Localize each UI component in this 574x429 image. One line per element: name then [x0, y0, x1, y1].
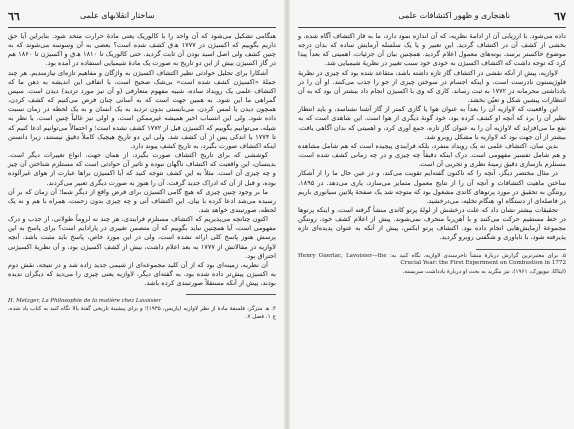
- right-page-body: [298, 32, 566, 243]
- paragraph: کوششی که برای تاریخ اکتشاف صورت بگیرد، از همان جهت، انواع تغییرات دیگر است. بدینسان، این واقعیت که اکتشاف ناگهان نبوده و تاثیر آن حوادثی است که مستلزم شناختن آن چیز و چه چیزی آن است. مثلاً به این کشف نتوجه کنید که آیا اکسیژن براها عبارت از هوای غیرآلوده بوده، و قبل از آن که ادراک جدید گرفت، آن را هنوز به صورت دیگری تعبیر می‌کردند.: [8, 151, 276, 187]
- right-running-title: ناهنجاری و ظهور اکتشافات علمی: [398, 11, 510, 20]
- left-page-body: [8, 32, 276, 288]
- paragraph: تحقیقات بیشتر نشان داد که علت درخشش از لولهٔ پرتو کاتدی منشأ گرفته است، و اینکه پرتوها در خط مستقیم حرکت می‌کنند و با آهن‌ربا منحرف نمی‌شوند. پیش از اعلام کشف خود، رونتگن مجموعهٔ آزمایش‌هایی انجام داده بود. اکتشاف پرتو ایکس، پیش از آنکه به عنوان پدیده‌ای تازه پذیرفته شود، با ناباوری و شگفتی روبرو گردید.: [298, 205, 566, 242]
- footnote: ۵. برای معتبرترین گزارش دربارهٔ منشأ ناخرسندی لاوازیه، نگاه کنید به: Henry Guerlac, Lavoisier—the Crucial Year: the First Experiment on Combustion in 1772: [298, 252, 566, 267]
- footnote: H. Metzger, La Philosophie de la matière chez Lavoisier: [8, 298, 161, 305]
- paragraph: اکنون چنانچه می‌پذیریم که اکتشاف مستلزم فرایندی، هر چند نه لزوماً طولانی، از جذب و درک مفهومی است، آیا همچنین نباید بگوییم که آن متضمن تغییری در پارادایم است؟ برای پاسخ به این پرسش هنوز پاسخ کلی ارائه نشده است، ولی در این مورد خاص، پاسخ باید مثبت باشد. آنچه لاوازیه در مقالاتش از ۱۷۷۷ به بعد اعلام داشت، بیش از کشف اکسیژن بود، و آن نظریهٔ اکسیژنی احتراق بود.: [8, 215, 277, 260]
- right-page: [290, 0, 574, 429]
- right-footnotes: [298, 253, 566, 277]
- footnote-separator: [186, 294, 276, 295]
- left-footnotes: [8, 298, 276, 321]
- footnote-separator: [476, 249, 566, 250]
- footnote: (ایتاکا، نیویورک، ۱۹۶۱). نیز بنگرید به بحث او دربارهٔ یادداشت سربسته.: [402, 268, 566, 275]
- paragraph: هنگامی تشکیل می‌شود که آن واحد را با کالوریک یعنی مادهٔ حرارت متحد شود. بنابراین آیا حق داریم بگوییم که اکسیژن در ۱۷۷۷ ه‍.ق کشف شده است؟ بعضی به آن وسوسه می‌شوند که به چنین کشف ولی اصل اسید بودن آن ثابت گردید. حتی کالوریک تا ۱۸۱۰ ه‍.ق و اکسیژن تا ۱۸۶۰ هم در گاز اکسیژن بیش از این دو تاریخ به صورت یک مادهٔ شیمیایی استفاده در آمده بود.: [8, 32, 276, 68]
- footnote: ۴. ه‍. متزگر، فلسفهٔ مادهٔ از نظر لاوازیه (پاریس، ۱۹۳۵)؛ و برای پیشینهٔ تاریخی گفتهٔ بالا نگاه کنید به کتاب یاد شده، ج ۱، فصل ۷.: [8, 306, 276, 320]
- paragraph: در مثال مختصر دیگر، آنچه را که تاکنون گفته‌ایم تقویت می‌کند، و در عین حال ما را از آشکار ساختن ماهیت اکتشافات و آنچه آن را از نتایج معمول متمایز می‌سازد، یاری می‌دهد. در ۱۸۹۵، رونتگن به تحقیق در مورد پرتوهای کاتدی مشغول بود که متوجه شد یک صفحهٔ پلاتین سیانوری باریم در فاصله‌ای از دستگاه او، هنگام تخلیه، می‌درخشید.: [298, 169, 566, 205]
- left-page: [0, 0, 284, 429]
- paragraph: داده می‌شود. با ارزیابی آن از ادامهٔ نظریه، که آن اندازه نمود دارد، ما به فاز اکتشاف آگاه شده، و بخشی از کشف آن در اکتشاف گردید. این تعبیر و یا یک سلسله آزمایش ساده که بدان درجه موضوع خاکستر برسد، بوته‌های معمول اعلام گردید. همچنین بیان آن جزئیات، اهمیتی که بعداً پیدا کرد که توجه داشت که اکتشاف اکسیژن به خودی خود سبب تغییر در نظریهٔ شیمیایی شد.: [298, 32, 566, 68]
- paragraph: این واقعیت که لاوازیه آن را بعداً به عنوان هوا یا گازی کمتر از گاز آشنا نشناسد، و باید انتظار نظیر آن را برد که آنچه او کشف کرده بود، خود گونهٔ دیگری از هوا است. این شاهدی است که به نفع ما می‌افزاید که لاوازیه آن را به عنوان گاز تازه، جمع آوری کرد، و اهمیتی که بدان آگاهی یافت، بیشتر از آن جهت بود که لاوازیه با مشکل روبرو شد.: [298, 105, 566, 141]
- paragraph: لاوازیه، پیش از آنکه نقشی در اکتشاف گاز تازه داشته باشد، متقاعد شده بود که چیزی در نظریهٔ فلوژیستون نادرست است، و اینکه اجسام در سوختن چیزی از جو را جذب می‌کنند. او آن را در یادداشتی محرمانه در ۱۷۷۲ به ثبت رساند. کاری که وی با اکسیژن انجام داد بیشتر آن بود که به آن انتظارات پیشین شکل و تعیّن بخشد.: [298, 68, 566, 105]
- left-running-title: ساختار انقلابهای علمی: [80, 11, 155, 20]
- right-page-number: ٦٧: [554, 10, 566, 23]
- paragraph: آن نظریه، زمینه‌ای بود که از آن کلید مجموعه‌ای از شیمی جدید زاده شد و در نتیجه، نقش دوم به اکسیژن پیش‌تر داده شده بود. به گفته‌ای دیگر، لاوازیه یعنی چیزی را می‌دید که دیگران ندیده بودند، پیش از آنکه مستقلاً صورتبندی کرده باشد.: [8, 260, 276, 288]
- left-page-number: ٦٦: [8, 10, 20, 23]
- paragraph: آشکارا برای تحلیل حوادثی نظیر اکتشاف اکسیژن به واژگان و مفاهیم تازه‌ای نیازمندیم. هر چند جملهٔ «اکسیژن کشف شده است» بی‌شک صحیح است، با اتفاقی این اندیشه به ذهن ما که اکتشاف علمی یک رویداد ساده، شبیه مفهوم متعارفی (و آن نیز مورد تردید) دیدن است. سپس گمراهی ما این شود. به همین جهت است که به آسانی چنان فرض می‌کنیم که کشف کردن، همچون دیدن یا لمس کردن، می‌بایستی بدون تردید به یک انسان و به یک لحظه در زمان نسبت داده شود. ولی این انتساب اخیر همیشه غیرممکن است، و اولی نیز غالباً چنین است. با نظر به شیله، می‌توانیم بگوییم که اکسیژن قبل از ۱۷۷۲ کشف نشده است؛ و احتمالاً می‌توانیم ادعا کنیم که تا ۱۷۷۴ یا اندکی پس از آن کشف شد. ولی این دو تاریخ هیچیک کاملاً دقیق نیستند، زیرا دانستن اینکه اکتشاف صورت بگیرد، به تاریخ کشف پیوند دارد.: [8, 68, 276, 150]
- header-rule: [8, 27, 276, 28]
- left-page-header: [8, 10, 276, 28]
- paragraph: ما بر وجود چنین چیزی که هیچ گامی اکسیژن برای فرض واقع از دیگر شما؛ آن زمان که بر آن رسیده می‌شد ادعا کرده با بیان. این اکتشاف آنی و چه چیزی بدون زحمت، همراه با هم و نه یک لحظه، صورتبندی خواهد شد.: [8, 187, 276, 214]
- header-rule: [298, 27, 566, 28]
- paragraph: بدین سان، اکتشاف علمی نه یک رویداد منفرد، بلکه فرایندی پیچیده است که هم شامل مشاهده و هم شامل تفسیر مفهومی است. درک اینکه دقیقاً چه چیزی و در چه زمانی کشف شده است، مستلزم بازسازی دقیق زمینهٔ نظری و تجربی آن است.: [298, 141, 566, 169]
- right-page-header: [298, 10, 566, 28]
